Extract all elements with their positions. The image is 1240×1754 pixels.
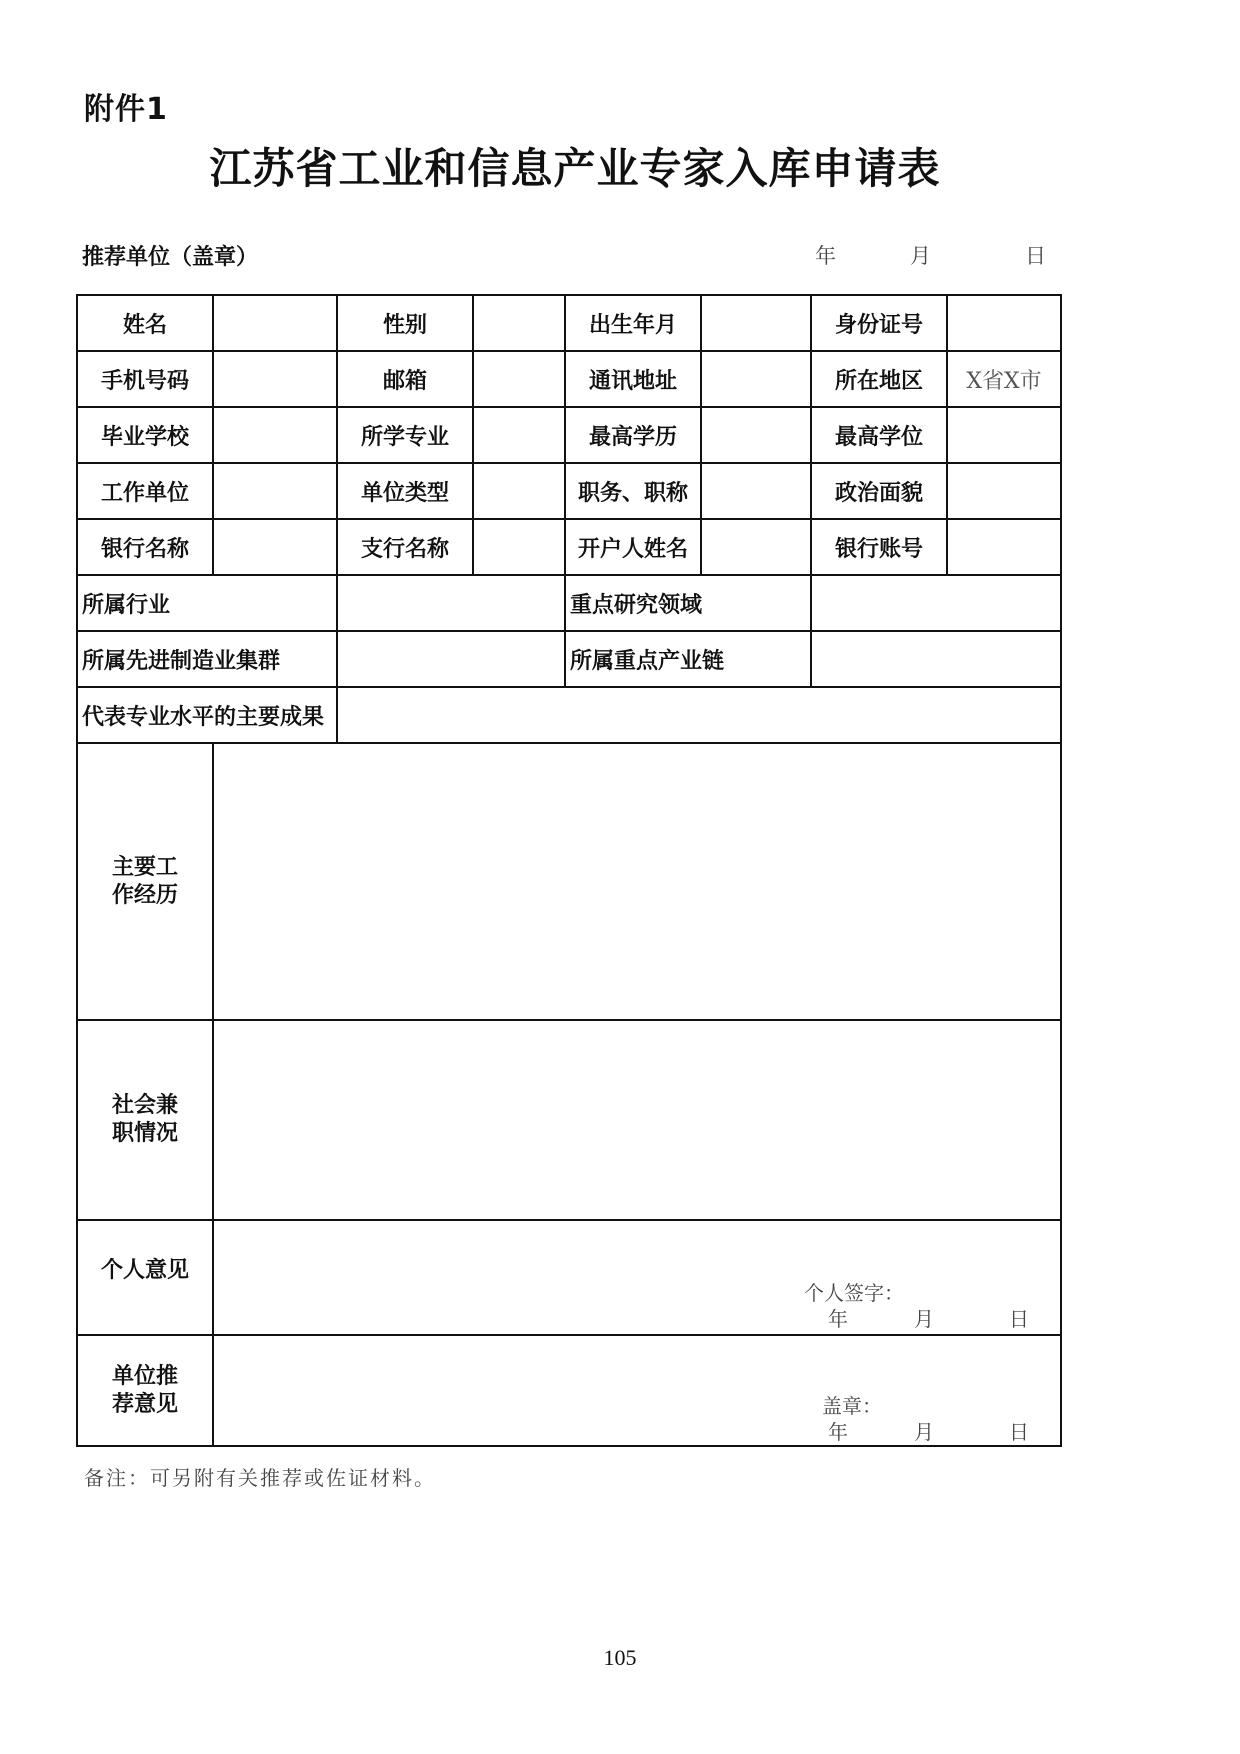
label-branch: 支行名称: [337, 519, 473, 575]
field-chain[interactable]: [811, 631, 1061, 687]
field-work-history[interactable]: [213, 743, 1061, 1020]
field-phone[interactable]: [213, 351, 337, 407]
field-id-number[interactable]: [947, 295, 1061, 351]
row-cluster: [77, 631, 1061, 687]
label-email: 邮箱: [337, 351, 473, 407]
label-unit-type: 单位类型: [337, 463, 473, 519]
label-cluster: 所属先进制造业集群: [77, 631, 337, 687]
unit-seal-year: 年: [828, 1420, 848, 1444]
page-number: 105: [603, 1645, 637, 1670]
field-employer[interactable]: [213, 463, 337, 519]
label-position: 职务、职称: [565, 463, 701, 519]
field-birth[interactable]: [701, 295, 811, 351]
recommend-unit-label: 推荐单位（盖章）: [82, 245, 259, 270]
field-research-area[interactable]: [811, 575, 1061, 631]
label-bank: 银行名称: [77, 519, 213, 575]
field-position[interactable]: [701, 463, 811, 519]
label-address: 通讯地址: [565, 351, 701, 407]
footnote: 备注：可另附有关推荐或佐证材料。: [84, 1466, 436, 1490]
label-work-history: 主要工作经历: [77, 743, 213, 1020]
row-industry: [77, 575, 1061, 631]
application-form-table: [76, 294, 1062, 1447]
label-region: 所在地区: [811, 351, 947, 407]
row-basic-5: [77, 519, 1061, 575]
field-branch[interactable]: [473, 519, 565, 575]
row-unit-opinion: [77, 1335, 1061, 1446]
label-political: 政治面貌: [811, 463, 947, 519]
field-personal-opinion[interactable]: [213, 1220, 1061, 1335]
label-chain: 所属重点产业链: [565, 631, 811, 687]
row-basic-1: [77, 295, 1061, 351]
row-work-history: [77, 743, 1061, 1020]
field-school[interactable]: [213, 407, 337, 463]
personal-sign-month: 月: [914, 1307, 934, 1331]
label-education: 最高学历: [565, 407, 701, 463]
field-account-holder[interactable]: [701, 519, 811, 575]
field-gender[interactable]: [473, 295, 565, 351]
field-political[interactable]: [947, 463, 1061, 519]
field-name[interactable]: [213, 295, 337, 351]
form-title: 江苏省工业和信息产业专家入库申请表: [209, 144, 941, 193]
label-achievements: 代表专业水平的主要成果: [77, 687, 337, 743]
row-personal-opinion: [77, 1220, 1061, 1335]
unit-seal-label: 盖章：: [822, 1394, 882, 1418]
field-cluster[interactable]: [337, 631, 565, 687]
label-industry: 所属行业: [77, 575, 337, 631]
header-date-year: 年: [815, 244, 836, 268]
personal-sign-year: 年: [828, 1307, 848, 1331]
field-education[interactable]: [701, 407, 811, 463]
label-employer: 工作单位: [77, 463, 213, 519]
label-phone: 手机号码: [77, 351, 213, 407]
field-degree[interactable]: [947, 407, 1061, 463]
field-achievements[interactable]: [337, 687, 1061, 743]
label-research-area: 重点研究领域: [565, 575, 811, 631]
field-email[interactable]: [473, 351, 565, 407]
unit-seal-day: 日: [1009, 1420, 1029, 1444]
personal-sign-label: 个人签字：: [804, 1281, 904, 1305]
personal-sign-day: 日: [1009, 1307, 1029, 1331]
row-social-roles: [77, 1020, 1061, 1220]
label-account-number: 银行账号: [811, 519, 947, 575]
row-basic-3: [77, 407, 1061, 463]
row-basic-4: [77, 463, 1061, 519]
attachment-label: 附件1: [84, 92, 168, 127]
field-account-number[interactable]: [947, 519, 1061, 575]
field-industry[interactable]: [337, 575, 565, 631]
unit-seal-month: 月: [914, 1420, 934, 1444]
header-date-day: 日: [1025, 244, 1046, 268]
label-social-roles: 社会兼职情况: [77, 1020, 213, 1220]
field-major[interactable]: [473, 407, 565, 463]
label-name: 姓名: [77, 295, 213, 351]
label-id-number: 身份证号: [811, 295, 947, 351]
field-social-roles[interactable]: [213, 1020, 1061, 1220]
label-account-holder: 开户人姓名: [565, 519, 701, 575]
field-unit-type[interactable]: [473, 463, 565, 519]
label-school: 毕业学校: [77, 407, 213, 463]
row-achievements: [77, 687, 1061, 743]
label-birth: 出生年月: [565, 295, 701, 351]
field-unit-opinion[interactable]: [213, 1335, 1061, 1446]
field-bank[interactable]: [213, 519, 337, 575]
label-major: 所学专业: [337, 407, 473, 463]
row-basic-2: [77, 351, 1061, 407]
header-date-month: 月: [910, 244, 931, 268]
label-unit-opinion: 单位推荐意见: [77, 1335, 213, 1446]
field-region[interactable]: X省X市: [947, 351, 1061, 407]
label-degree: 最高学位: [811, 407, 947, 463]
field-address[interactable]: [701, 351, 811, 407]
label-gender: 性别: [337, 295, 473, 351]
label-personal-opinion: 个人意见: [77, 1220, 213, 1335]
